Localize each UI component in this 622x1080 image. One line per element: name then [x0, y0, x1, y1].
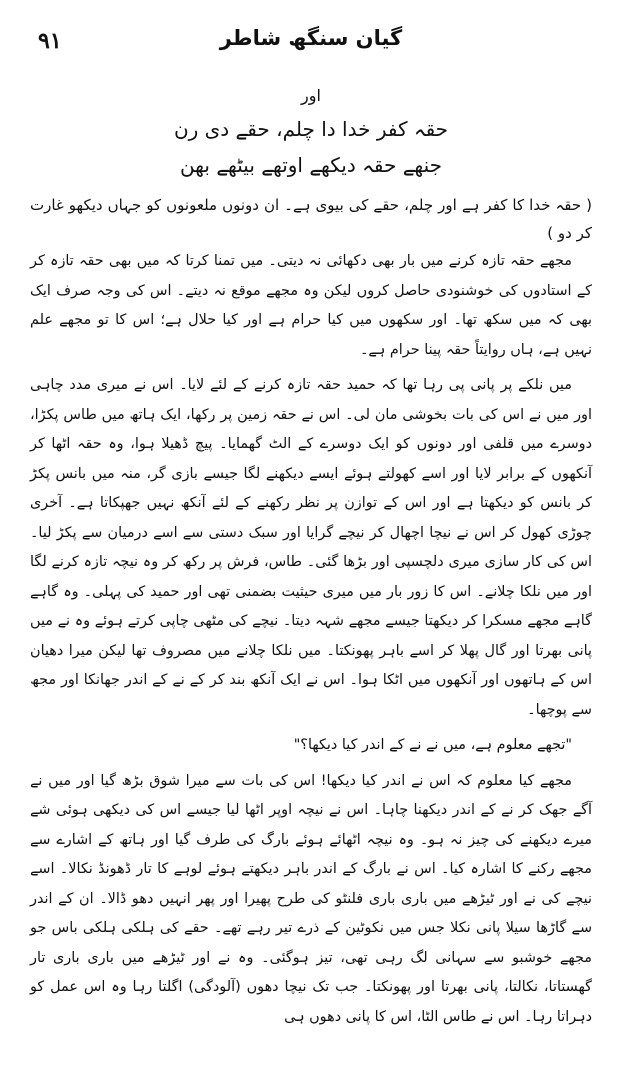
paragraph-4: مجھے کیا معلوم کہ اس نے اندر کیا دیکھا! اس کی بات سے میرا شوق بڑھ گیا اور میں نے آگے جھک کر نے کے اندر دیکھنا چاہا۔ اس نے نیچہ اوپر اٹھا لیا جیسے اس کی دیکھی ہوئی شے میرے دیکھنے کی چیز نہ ہو۔ وہ نیچہ اٹھائے ہوئے بارگ کی طرف گیا اور ہاتھ کے اشارے سے مجھے رکنے کا اشارہ کیا۔ اس نے بارگ کے اندر باہر دیکھتے ہوئے لوہے کا تار ڈھونڈ نکالا۔ اسے نیچے کی نے اور ٹیڑھے میں باری باری فلنٹو کی طرح پھیرا اور پھر انہیں دھو ڈالا۔ ان کے اندر سے گاڑھا سیلا پانی نکلا جس میں نکوٹین کے ذرے تیر رہے تھے۔ حقے کی ہلکی ہلکی باس جو مجھے خوشبو سے سہانی لگ رہی تھی، تیز ہوگئی۔ وہ نے اور ٹیڑھے میں باری باری تار گھستاتا، نکالتا، پانی بھرتا اور پھونکتا۔ جب تک نیچا دھوں (آلودگی) اگلتا رہا وہ اس عمل کو دہراتا رہا۔ اس نے طاس الٹا، اس کا پانی دھوں ہی — [30, 772, 592, 1025]
poem-translation: ( حقہ خدا کا کفر ہے اور چلم، حقے کی بیوی ہے۔ ان دونوں ملعونوں کو جہاں دیکھو غارت کر دو ) — [30, 196, 592, 242]
page-header — [30, 22, 592, 72]
poem-block — [30, 86, 592, 183]
page-number: ۹۱ — [38, 28, 62, 54]
poem-line-1: حقہ کفر خدا دا چلم، حقے دی رن — [173, 117, 449, 141]
poem-conjunction: اور — [301, 86, 321, 105]
poem-line-2: جنھے حقہ دیکھے اوتھے بیٹھے بھن — [179, 153, 443, 177]
paragraph-2: میں نلکے پر پانی پی رہا تھا کہ حمید حقہ تازہ کرنے کے لئے لایا۔ اس نے میری مدد چاہی اور میں نے اس کی بات بخوشی مان لی۔ اس نے حقہ زمین پر رکھا، ایک ہاتھ میں طاس پکڑا، دوسرے میں قلفی اور دونوں کو ایک دوسرے کے الٹ گھمایا۔ پیچ ڈھیلا ہوا، وہ حقہ اٹھا کر آنکھوں کے برابر لایا اور اسے کھولتے ہوئے ایسے دیکھنے لگا جیسے بازی گر، منہ میں بانس پکڑ کر بانس کو دیکھتا ہے اور اس کے توازن پر نظر رکھنے کے لئے آنکھ نہیں جھپکاتا ہے۔ آخری چوڑی کھول کر اس نے نیچا اچھال کر نیچے گرایا اور سبک دستی سے اسے درمیان سے پکڑ لیا۔ اس کی کار سازی میری دلچسپی اور بڑھا گئی۔ طاس، فرش پر رکھ کر وہ نیچہ تازہ کرنے لگا اور میں نلکا چلانے۔ اس کا زور بار میں میری حیثیت بضمنی تھی اور حمید کی پہلی۔ وہ گاہے گاہے مجھے مسکرا کر دیکھتا جیسے مجھے شہہ دیتا۔ نیچے کی مٹھی چاپی کرتے ہوئے وہ نے میں پانی بھرتا اور گال پھلا کر اسے باہر پھونکتا۔ میں نلکا چلانے میں مصروف تھا لیکن میرا دھیان اس کے ہاتھوں اور آنکھوں میں اٹکا ہوا۔ اس نے ایک آنکھ بند کر کے نے کے اندر جھانکا اور مجھ سے پوچھا۔ — [30, 377, 592, 718]
body-text — [30, 247, 592, 1032]
paragraph-3: "تجھے معلوم ہے، میں نے نے کے اندر کیا دیکھا؟" — [293, 737, 572, 753]
paragraph-1: مجھے حقہ تازہ کرنے میں بار بھی دکھائی نہ دیتی۔ میں تمنا کرتا کہ میں بھی حقہ تازہ کر کے استادوں کی خوشنودی حاصل کروں لیکن وہ مجھے موقع نہ دیتے۔ اس کی وجہ صرف ایک بھی کہ میں سکھ تھا۔ اور سکھوں میں کیا حرام ہے اور کیا حلال ہے؛ اس کا تو مجھے علم نہیں ہے، ہاں روایتاً حقہ پینا حرام ہے۔ — [30, 253, 592, 358]
running-title: گیان سنگھ شاطر — [219, 26, 403, 50]
